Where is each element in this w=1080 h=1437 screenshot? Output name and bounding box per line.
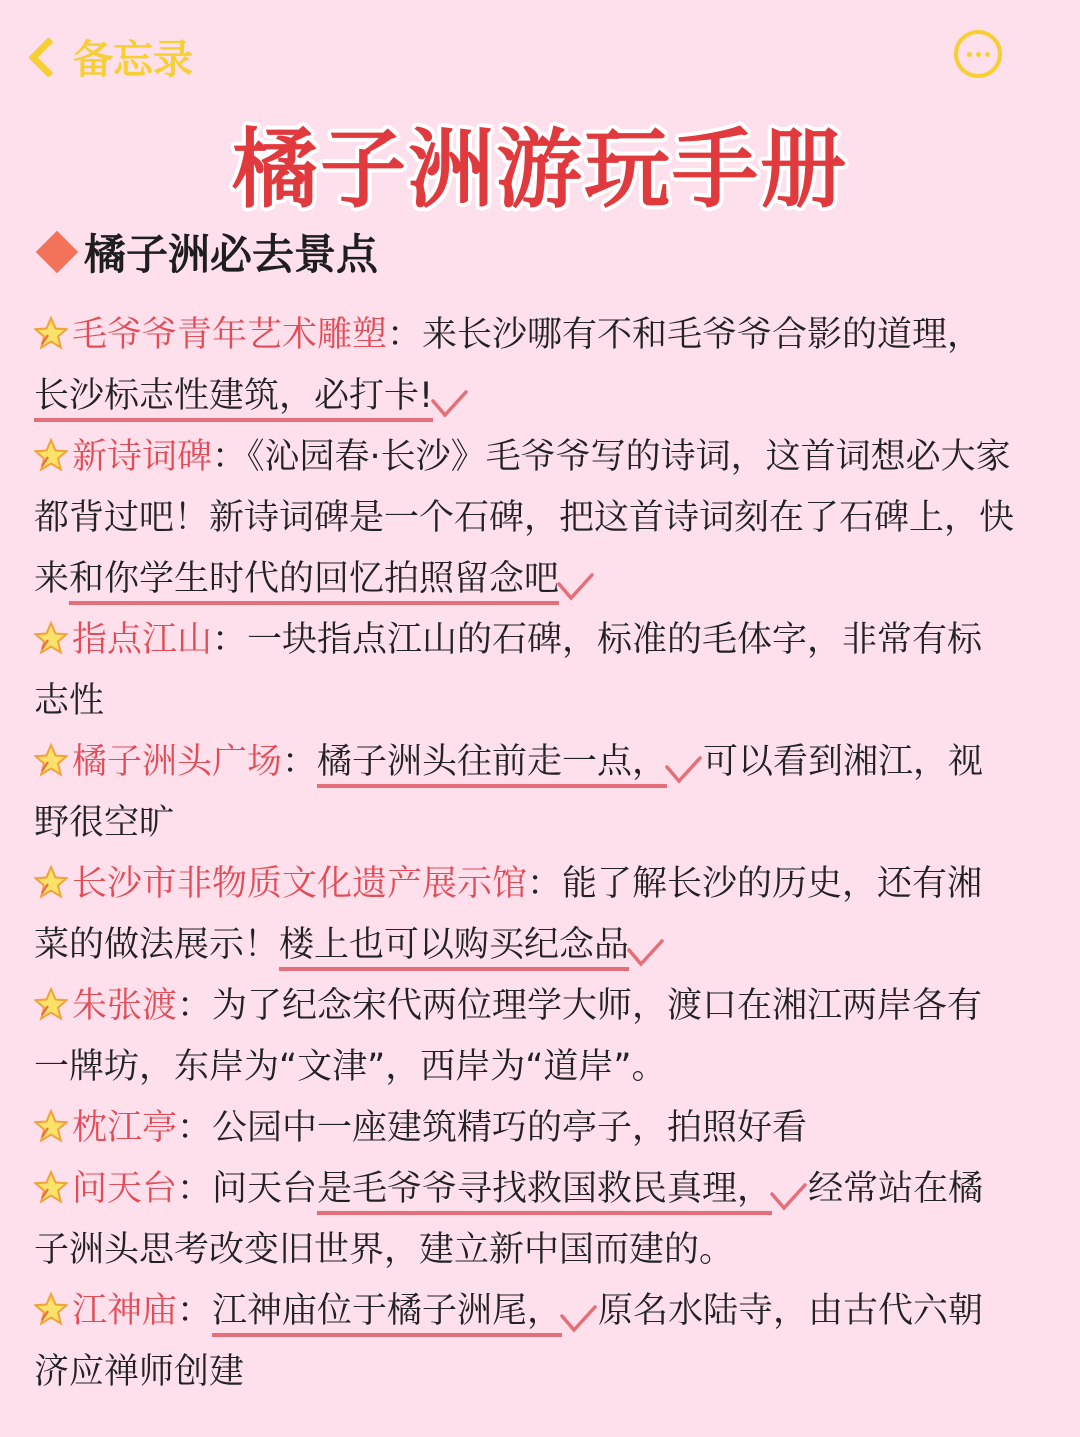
separator: ： <box>527 864 563 904</box>
attraction-name: 毛爷爷青年艺术雕塑 <box>72 315 388 355</box>
attraction-description: 公园中一座建筑精巧的亭子，拍照好看 <box>212 1108 808 1148</box>
separator: ： <box>387 315 423 355</box>
highlight-text: 长沙标志性建筑，必打卡! <box>34 376 433 422</box>
attraction-item <box>34 976 1014 1098</box>
attraction-description: 《沁园春·长沙》毛爷爷写的诗词，这首词想必大家都背过吧！新诗词碑是一个石碑，把这首诗词刻在了石碑上，快来 <box>34 437 1015 599</box>
chevron-left-icon <box>28 37 69 78</box>
separator: ： <box>177 1108 213 1148</box>
attraction-name: 朱张渡 <box>72 986 178 1026</box>
highlight-text: 是毛爷爷寻找救国救民真理， <box>317 1169 772 1215</box>
section-header <box>36 222 378 282</box>
attraction-item <box>34 1281 1014 1403</box>
attraction-item <box>34 854 1014 976</box>
checkmark-icon <box>558 1293 598 1323</box>
checkmark-icon <box>429 378 469 408</box>
attraction-item <box>34 732 1014 854</box>
attraction-description-cont: 原名水陆寺，由古代六朝济应禅师创建 <box>34 1291 984 1392</box>
separator: ： <box>177 1169 213 1209</box>
separator: ： <box>282 742 318 782</box>
attraction-name: 橘子洲头广场 <box>72 742 283 782</box>
attraction-item <box>34 305 1014 427</box>
attraction-description: 一块指点江山的石碑，标准的毛体字，非常有标志性 <box>34 620 983 721</box>
back-button[interactable] <box>34 28 193 85</box>
back-label: 备忘录 <box>73 37 193 83</box>
attraction-name: 枕江亭 <box>72 1108 178 1148</box>
section-title: 橘子洲必去景点 <box>84 230 379 279</box>
attraction-item <box>34 1159 1014 1281</box>
attraction-description: 能了解长沙的历史，还有湘菜的做法展示！ <box>34 864 983 965</box>
separator: ： <box>212 437 248 477</box>
page-title: 橘子洲游玩手册 <box>232 120 848 220</box>
separator: ： <box>177 1291 213 1331</box>
highlight-text: 楼上也可以购买纪念品 <box>279 925 629 971</box>
attraction-list <box>34 305 1014 1403</box>
star-icon <box>34 736 68 770</box>
diamond-icon <box>36 231 78 273</box>
checkmark-icon <box>625 927 665 957</box>
attraction-description-cont: 经常站在橘子洲头思考改变旧世界，建立新中国而建的。 <box>34 1169 984 1270</box>
attraction-name: 指点江山 <box>72 620 213 660</box>
star-icon <box>34 980 68 1014</box>
star-icon <box>34 858 68 892</box>
top-bar <box>0 0 1080 100</box>
highlight-text: 江神庙位于橘子洲尾， <box>212 1291 562 1337</box>
star-icon <box>34 431 68 465</box>
attraction-name: 长沙市非物质文化遗产展示馆 <box>72 864 528 904</box>
star-icon <box>34 1163 68 1197</box>
checkmark-icon <box>768 1171 808 1201</box>
attraction-item <box>34 1098 1014 1159</box>
checkmark-icon <box>555 561 595 591</box>
attraction-name: 新诗词碑 <box>72 437 213 477</box>
star-icon <box>34 1102 68 1136</box>
attraction-item <box>34 427 1014 610</box>
attraction-name: 问天台 <box>72 1169 178 1209</box>
attraction-name: 江神庙 <box>72 1291 178 1331</box>
star-icon <box>34 614 68 648</box>
attraction-description: 来长沙哪有不和毛爷爷合影的道理， <box>422 315 983 355</box>
attraction-item <box>34 610 1014 732</box>
highlight-text: 橘子洲头往前走一点， <box>317 742 667 788</box>
star-icon <box>34 309 68 343</box>
star-icon <box>34 1285 68 1319</box>
attraction-description-cont: 可以看到湘江，视野很空旷 <box>34 742 984 843</box>
separator: ： <box>212 620 248 660</box>
highlight-text: 和你学生时代的回忆拍照留念吧 <box>69 559 559 605</box>
separator: ： <box>177 986 213 1026</box>
attraction-description: 问天台 <box>212 1169 318 1209</box>
attraction-description: 为了纪念宋代两位理学大师，渡口在湘江两岸各有一牌坊，东岸为“文津”，西岸为“道岸”。 <box>34 986 983 1087</box>
checkmark-icon <box>663 744 703 774</box>
more-options-icon[interactable] <box>954 30 1002 78</box>
